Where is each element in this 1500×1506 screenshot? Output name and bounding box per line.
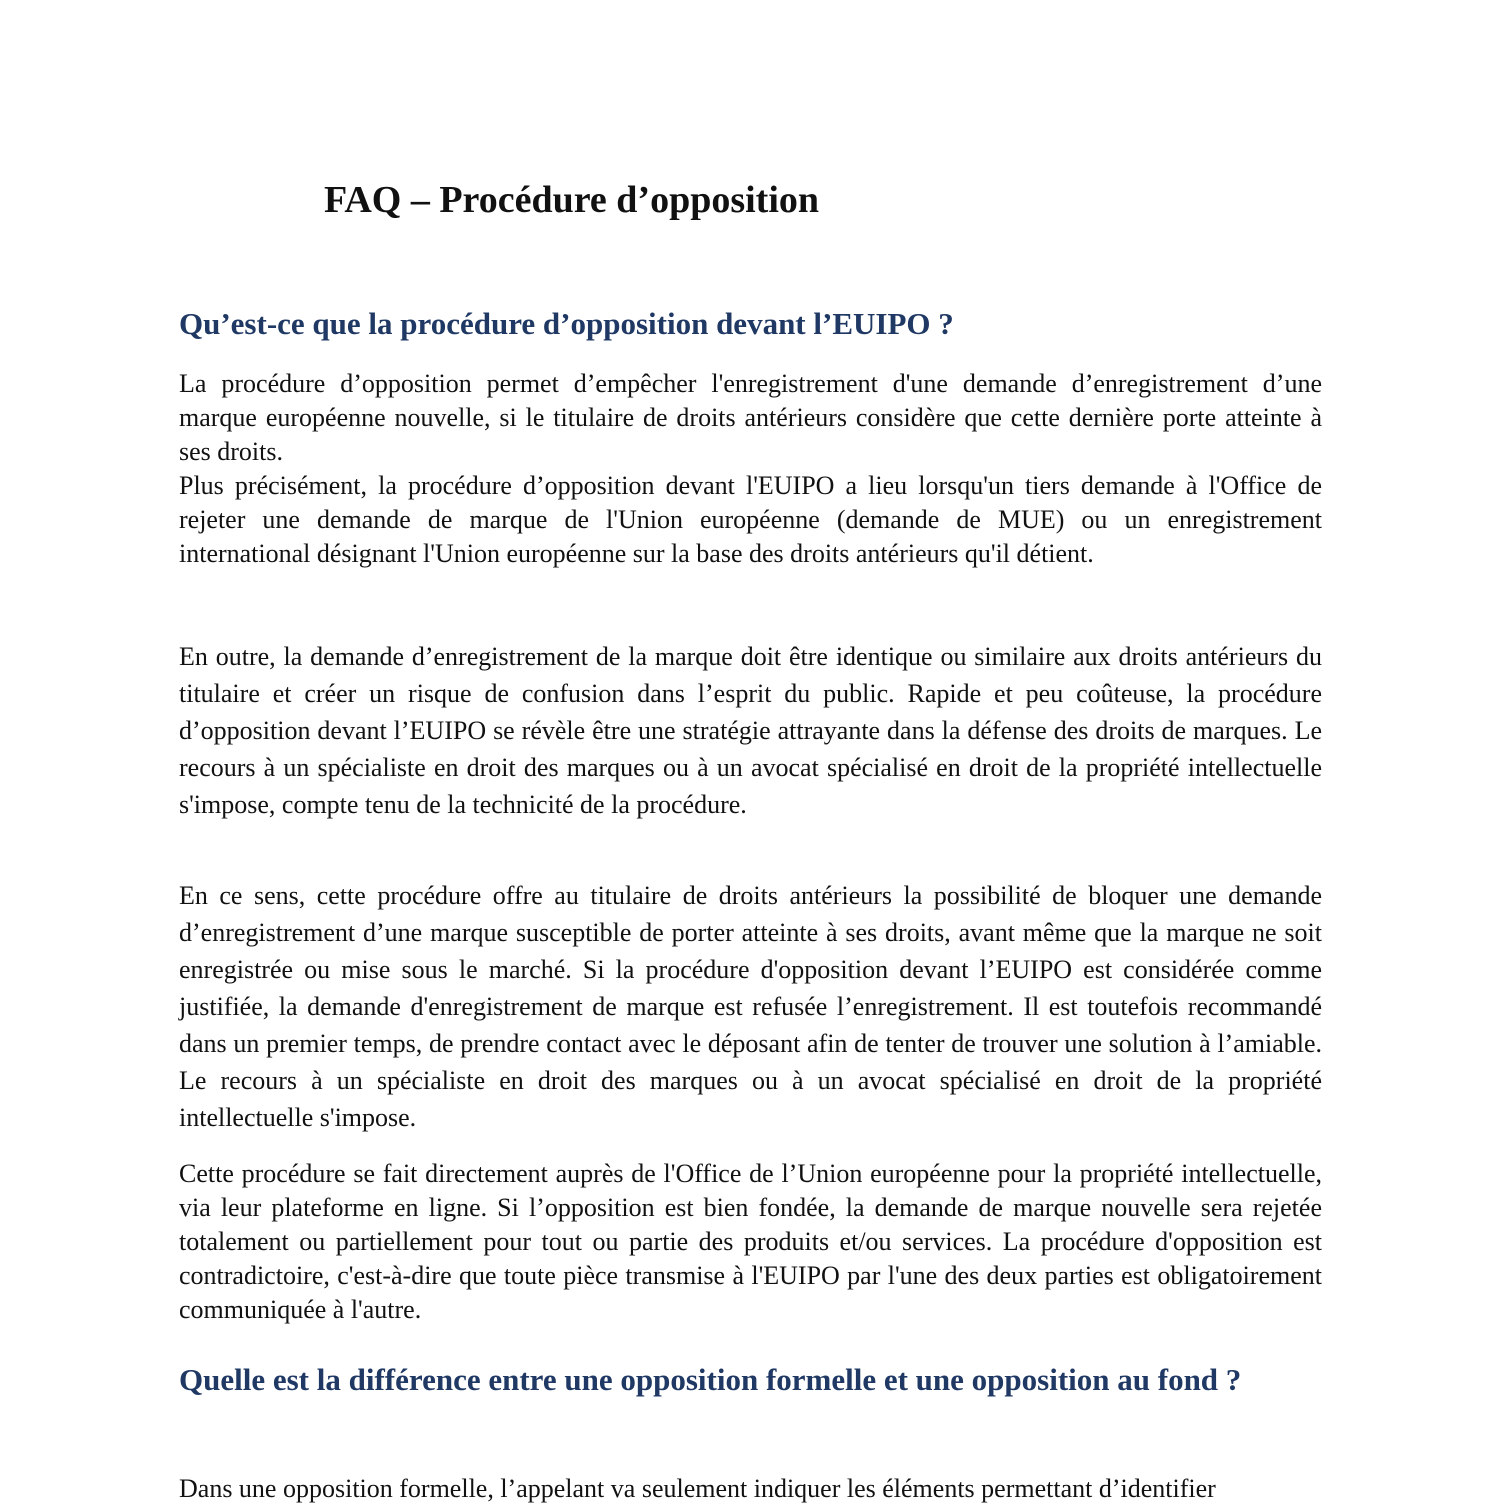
paragraph: Plus précisément, la procédure d’opposition devant l'EUIPO a lieu lorsqu'un tiers demande à l'Office de rejeter une demande de marque de l'Union européenne (demande de MUE) ou un enregistrement international désignant l'Union européenne sur la base des droits antérieurs qu'il détient. (179, 471, 1322, 568)
paragraph: La procédure d’opposition permet d’empêcher l'enregistrement d'une demande d’enregistrement d’une marque européenne nouvelle, si le titulaire de droits antérieurs considère que cette dernière porte atteinte à ses droits. (179, 369, 1322, 466)
section-heading: Qu’est-ce que la procédure d’opposition devant l’EUIPO ? (179, 306, 954, 341)
document-title: FAQ – Procédure d’opposition (323, 179, 820, 221)
section-heading: Quelle est la différence entre une opposition formelle et une opposition au fond ? (179, 1362, 1242, 1397)
paragraph: Dans une opposition formelle, l’appelant va seulement indiquer les éléments permettant d’identifier (179, 1474, 1216, 1503)
paragraph: En ce sens, cette procédure offre au titulaire de droits antérieurs la possibilité de bloquer une demande d’enregistrement d’une marque susceptible de porter atteinte à ses droits, avant même que la marque ne soit enregistrée ou mise sous le marché. Si la procédure d'opposition devant l’EUIPO est considérée comme justifiée, la demande d'enregistrement de marque est refusée l’enregistrement. Il est toutefois recommandé dans un premier temps, de prendre contact avec le déposant afin de tenter de trouver une solution à l’amiable. Le recours à un spécialiste en droit des marques ou à un avocat spécialisé en droit de la propriété intellectuelle s'impose. (179, 881, 1322, 1132)
paragraph: En outre, la demande d’enregistrement de la marque doit être identique ou similaire aux droits antérieurs du titulaire et créer un risque de confusion dans l’esprit du public. Rapide et peu coûteuse, la procédure d’opposition devant l’EUIPO se révèle être une stratégie attrayante dans la défense des droits de marques. Le recours à un spécialiste en droit des marques ou à un avocat spécialisé en droit de la propriété intellectuelle s'impose, compte tenu de la technicité de la procédure. (179, 642, 1322, 819)
paragraph: Cette procédure se fait directement auprès de l'Office de l’Union européenne pour la propriété intellectuelle, via leur plateforme en ligne. Si l’opposition est bien fondée, la demande de marque nouvelle sera rejetée totalement ou partiellement pour tout ou partie des produits et/ou services. La procédure d'opposition est contradictoire, c'est-à-dire que toute pièce transmise à l'EUIPO par l'une des deux parties est obligatoirement communiquée à l'autre. (179, 1159, 1322, 1324)
